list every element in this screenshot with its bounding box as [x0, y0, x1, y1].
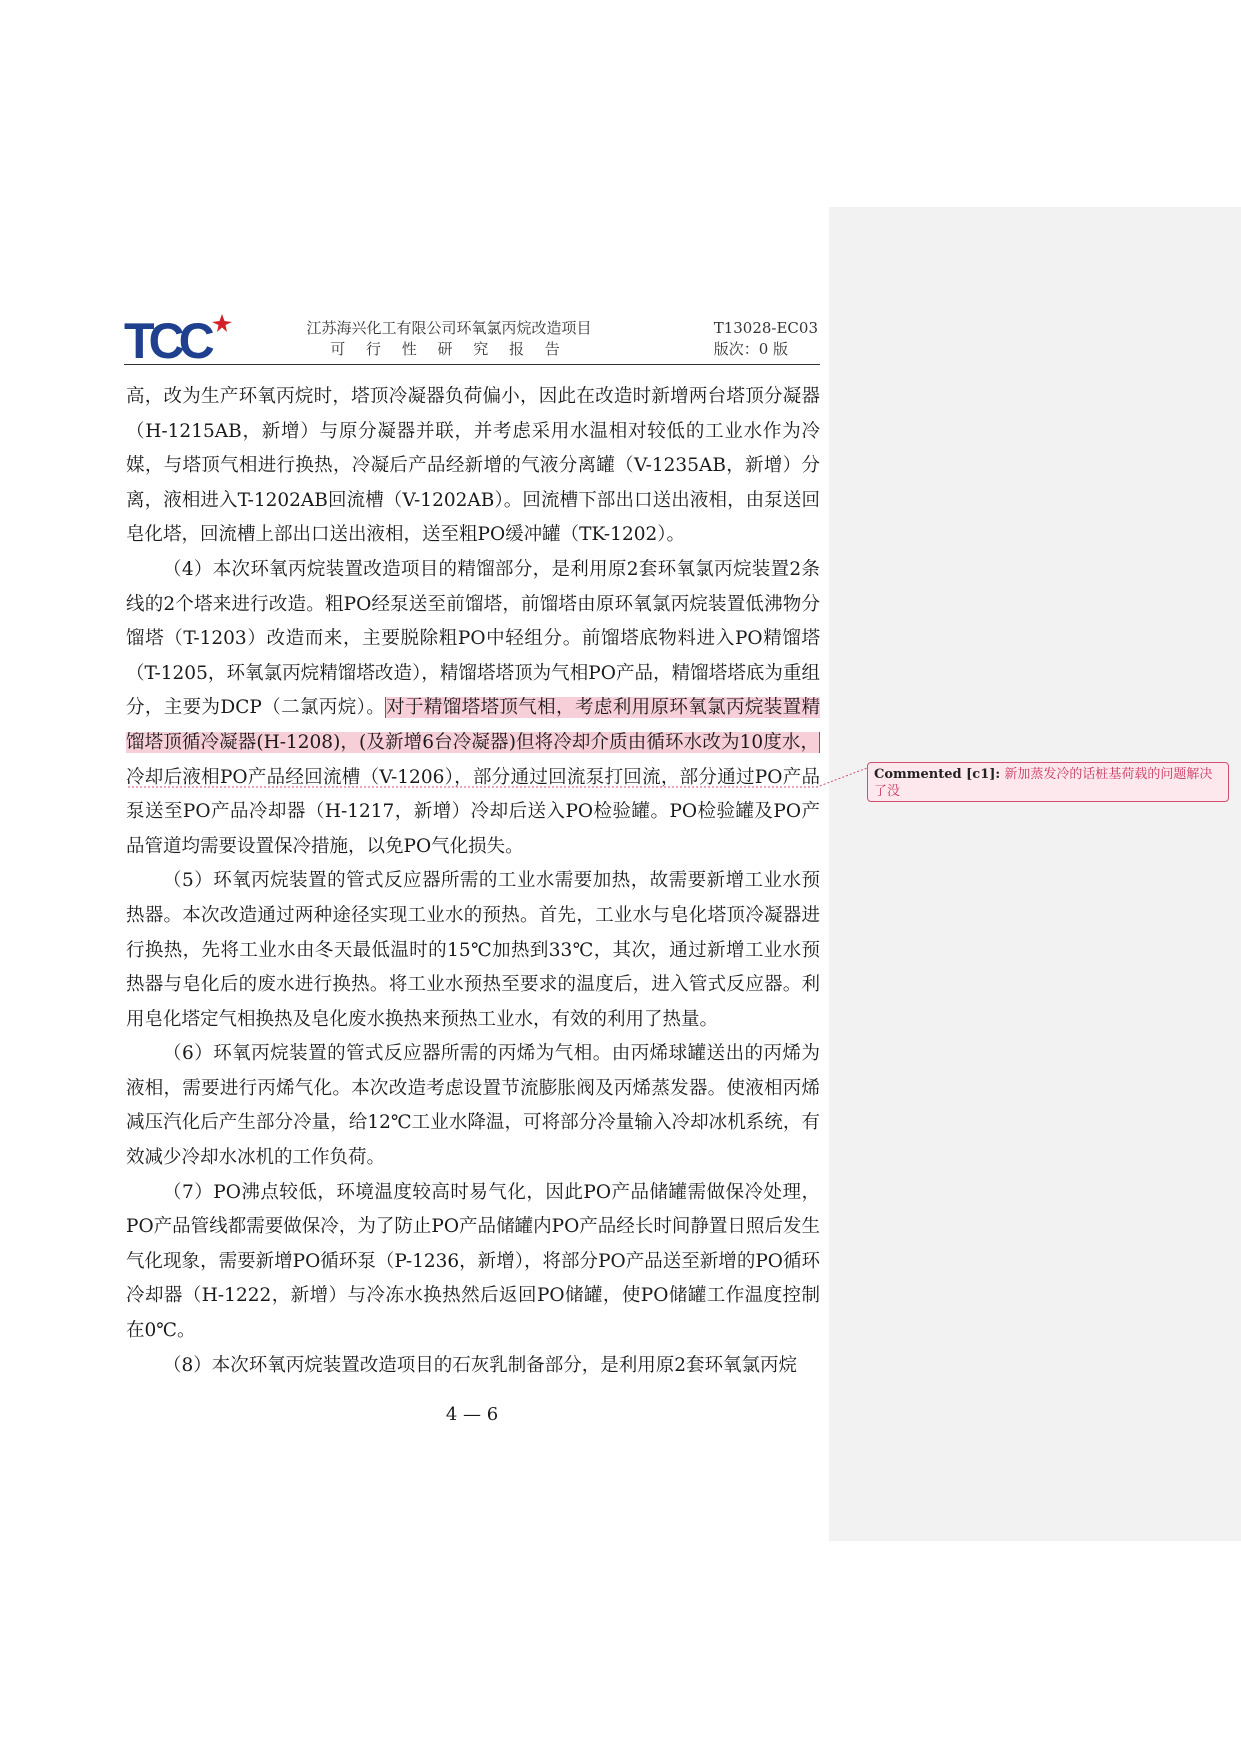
header-title-block [299, 318, 599, 360]
paragraph-5: （7）PO沸点较低，环境温度较高时易气化，因此PO产品储罐需做保冷处理，PO产品管线都需要做保冷，为了防止PO产品储罐内PO产品经长时间静置日照后发生气化现象，需要新增PO循环泵（P-1236，新增），将部分PO产品送至新增的PO循环冷却器（H-1222，新增）与冷冻水换热然后返回PO储罐，使PO储罐工作温度控制在0℃。 [126, 1181, 820, 1342]
header-version: 版次：0 版 [713, 340, 788, 358]
commented-highlight[interactable]: 对于精馏塔塔顶气相，考虑利用原环氧氯丙烷装置精馏塔顶循冷凝器(H-1208)，(及新增6台冷凝器)但将冷却介质由循环水改为10度水， [126, 697, 821, 753]
body-text [126, 380, 820, 1383]
logo-star-icon [212, 314, 232, 332]
comment-pane [829, 207, 1241, 1541]
page-header [124, 310, 820, 365]
paragraph-6: （8）本次环氧丙烷装置改造项目的石灰乳制备部分，是利用原2套环氧氯丙烷 [163, 1354, 798, 1376]
comment-text: 新加蒸发冷的话桩基荷载的问题解决了没 [874, 767, 1213, 799]
comment-author: Commented [c1]: [874, 767, 1001, 782]
paragraph-3: （5）环氧丙烷装置的管式反应器所需的工业水需要加热，故需要新增工业水预热器。本次改造通过两种途径实现工业水的预热。首先，工业水与皂化塔顶冷凝器进行换热，先将工业水由冬天最低温时的15℃加热到33℃，其次，通过新增工业水预热器与皂化后的废水进行换热。将工业水预热至要求的温度后，进入管式反应器。利用皂化塔定气相换热及皂化废水换热来预热工业水，有效的利用了热量。 [126, 870, 820, 1030]
header-report-type: 可 行 性 研 究 报 告 [330, 340, 568, 358]
header-doc-info [714, 318, 818, 360]
page-number: 4 — 6 [445, 1404, 499, 1425]
paragraph-2 [126, 553, 820, 864]
comment-anchor [819, 732, 820, 753]
svg-text:TCC: TCC [124, 313, 209, 364]
comment-balloon[interactable] [867, 762, 1229, 802]
paragraph-1: 高，改为生产环氧丙烷时，塔顶冷凝器负荷偏小，因此在改造时新增两台塔顶分凝器（H-1215AB，新增）与原分凝器并联，并考虑采用水温相对较低的工业水作为冷媒，与塔顶气相进行换热，冷凝后产品经新增的气液分离罐（V-1235AB，新增）分离，液相进入T-1202AB回流槽（V-1202AB）。回流槽下部出口送出液相，由泵送回皂化塔，回流槽上部出口送出液相，送至粗PO缓冲罐（TK-1202）。 [126, 386, 820, 546]
paragraph-2-text: （4）本次环氧丙烷装置改造项目的精馏部分，是利用原2套环氧氯丙烷装置2条线的2个塔来进行改造。粗PO经泵送至前馏塔，前馏塔由原环氧氯丙烷装置低沸物分馏塔（T-1203）改造而来，主要脱除粗PO中轻组分。前馏塔底物料进入PO精馏塔（T-1205，环氧氯丙烷精馏塔改造），精馏塔塔顶为气相PO产品，精馏塔塔底为重组分，主要为DCP（二氯丙烷）。 [126, 558, 820, 719]
tcc-logo [124, 312, 236, 364]
paragraph-4: （6）环氧丙烷装置的管式反应器所需的丙烯为气相。由丙烯球罐送出的丙烯为液相，需要进行丙烯气化。本次改造考虑设置节流膨胀阀及丙烯蒸发器。使液相丙烯减压汽化后产生部分冷量，给12℃工业水降温，可将部分冷量输入冷却冰机系统，有效减少冷却水冰机的工作负荷。 [126, 1043, 820, 1169]
paragraph-2-rest: 冷却后液相PO产品经回流槽（V-1206），部分通过回流泵打回流，部分通过PO产品泵送至PO产品冷却器（H-1217，新增）冷却后送入PO检验罐。PO检验罐及PO产品管道均需要设置保冷措施，以免PO气化损失。 [126, 766, 820, 857]
header-doc-code: T13028-EC03 [713, 319, 818, 337]
header-company-project: 江苏海兴化工有限公司环氧氯丙烷改造项目 [306, 319, 592, 337]
